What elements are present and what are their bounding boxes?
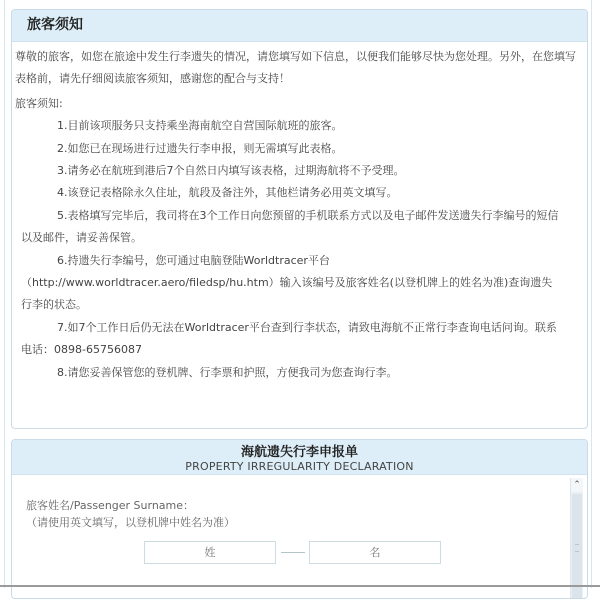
surname-hint: （请使用英文填写，以登机牌中姓名为准）: [26, 516, 235, 529]
notice-body: [12, 42, 587, 384]
intro-line-1: 尊敬的旅客，如您在旅途中发生行李遗失的情况，请您填写如下信息，以便我们能够尽快为您处理。另外，在您填写: [15, 50, 576, 63]
bottom-divider: [0, 585, 600, 587]
rule-6-cont: 行李的状态。: [21, 298, 87, 312]
page-border-right: [591, 0, 592, 588]
worldtracer-link-line[interactable]: （http://www.worldtracer.aero/filedsp/hu.htm）输入该编号及旅客姓名(以登机牌上的姓名为准)查询遗失: [21, 276, 553, 290]
contact-phone: 电话：0898-65756087: [21, 343, 142, 357]
passenger-notice-panel: [11, 9, 588, 429]
form-title-cn: 海航遗失行李申报单: [240, 445, 358, 460]
surname-input[interactable]: [144, 541, 276, 564]
declaration-form-panel: [11, 439, 588, 599]
form-scrollbar[interactable]: [570, 478, 583, 599]
form-body: [12, 475, 587, 599]
rule-5-cont: 以及邮件，请妥善保管。: [21, 231, 142, 245]
notice-title: 旅客须知: [27, 17, 83, 33]
rule-5: 5.表格填写完毕后，我司将在3个工作日向您预留的手机联系方式以及电子邮件发送遗失行李编号的短信: [57, 208, 559, 222]
rule-7: 7.如7个工作日后仍无法在Worldtracer平台查到行李状态，请致电海航不正常行李查询电话问询。联系: [57, 320, 557, 334]
scroll-up-arrow-icon[interactable]: ⌃: [571, 478, 583, 492]
notice-header: [12, 10, 587, 42]
rule-3: 3.请务必在航班到港后7个自然日内填写该表格，过期海航将不予受理。: [57, 164, 405, 178]
form-title-en: PROPERTY IRREGULARITY DECLARATION: [185, 460, 414, 473]
name-separator: [281, 552, 305, 553]
rule-1: 1.目前该项服务只支持乘坐海南航空自营国际航班的旅客。: [57, 119, 343, 133]
notice-label: 旅客须知:: [15, 96, 63, 110]
scroll-thumb[interactable]: [572, 494, 582, 599]
rule-2: 2.如您已在现场进行过遗失行李申报，则无需填写此表格。: [57, 141, 343, 155]
scroll-grip-icon: [575, 544, 579, 552]
intro-line-2: 表格前，请先仔细阅读旅客须知，感谢您的配合与支持！: [15, 72, 290, 86]
surname-label: 旅客姓名/Passenger Surname：: [26, 499, 195, 512]
rule-4: 4.该登记表格除永久住址，航段及备注外，其他栏请务必用英文填写。: [57, 186, 398, 200]
rule-8: 8.请您妥善保管您的登机牌、行李票和护照，方便我司为您查询行李。: [57, 365, 398, 379]
given-name-input[interactable]: [309, 541, 441, 564]
surname-field-label: [26, 497, 235, 531]
form-header: [12, 440, 587, 475]
rule-6: 6.持遗失行李编号，您可通过电脑登陆Worldtracer平台: [57, 253, 330, 267]
page-border-left: [4, 0, 5, 588]
